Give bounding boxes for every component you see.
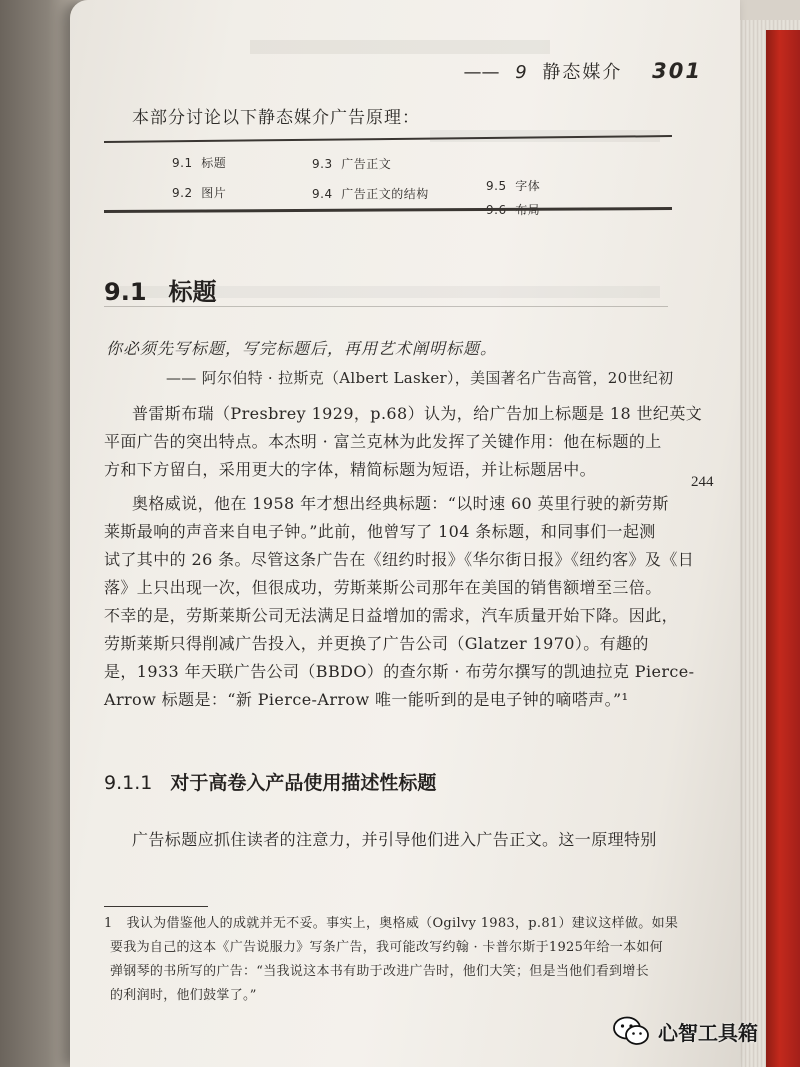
footnote-rule — [104, 906, 208, 907]
footnote — [104, 912, 679, 1008]
paragraph-line: 劳斯莱斯只得削减广告投入，并更换了广告公司（Glatzer 1970）。有趣的 — [104, 634, 649, 653]
footnote-line: 的利润时，他们鼓掌了。” — [110, 988, 257, 1003]
toc-item-9-3: 9.3 广告正文 — [312, 157, 392, 171]
paragraph-1 — [104, 400, 703, 484]
page-number: 301 — [652, 59, 702, 83]
chapter-title: 静态媒介 — [542, 62, 623, 83]
chapter-number: 9 — [515, 62, 529, 83]
subsection-number: 9.1.1 — [104, 772, 153, 794]
section-number: 9.1 — [104, 278, 147, 306]
paragraph-line: 普雷斯布瑞（Presbrey 1929，p.68）认为，给广告加上标题是 18 世纪英文 — [132, 404, 703, 423]
paragraph-line: 方和下方留白，采用更大的字体，精简标题为短语，并让标题居中。 — [104, 460, 597, 479]
paragraph-line: 奥格威说，他在 1958 年才想出经典标题：“以时速 60 英里行驶的新劳斯 — [132, 494, 669, 513]
section-title: 标题 — [168, 278, 217, 306]
toc-item-9-2: 9.2 图片 — [172, 186, 227, 200]
watermark — [612, 1016, 758, 1046]
subsection-heading — [104, 768, 436, 795]
paragraph-line: 试了其中的 26 条。尽管这条广告在《纽约时报》《华尔街日报》《纽约客》及《日 — [104, 550, 695, 569]
footnote-line: 弹钢琴的书所写的广告：“当我说这本书有助于改进广告时，他们大笑；但是当他们看到增长 — [110, 964, 649, 979]
paragraph-line: 是，1933 年天联广告公司（BBDO）的查尔斯 · 布劳尔撰写的凯迪拉克 Pierce- — [104, 662, 695, 681]
toc-item-9-1: 9.1 标题 — [172, 156, 227, 170]
toc-item-9-4: 9.4 广告正文的结构 — [312, 187, 429, 201]
paragraph-line: Arrow 标题是：“新 Pierce-Arrow 唯一能听到的是电子钟的嘀嗒声。”¹ — [104, 690, 629, 709]
paragraph-line: 莱斯最响的声音来自电子钟。”此前，他曾写了 104 条标题，和同事们一起测 — [104, 522, 656, 541]
section-heading — [104, 272, 217, 307]
running-head: —— 9 静态媒介 301 — [463, 59, 702, 83]
subsection-title: 对于高卷入产品使用描述性标题 — [170, 772, 437, 794]
footnote-marker: 1 — [104, 916, 113, 931]
paragraph-line: 平面广告的突出特点。本杰明 · 富兰克林为此发挥了关键作用：他在标题的上 — [104, 432, 662, 451]
margin-page-reference: 244 — [691, 474, 714, 490]
section-rule — [104, 306, 668, 307]
toc-item-9-5: 9.5 字体 — [486, 179, 541, 193]
paragraph-line: 广告标题应抓住读者的注意力，并引导他们进入广告正文。这一原理特别 — [132, 830, 657, 849]
epigraph-quote: 你必须先写标题，写完标题后，再用艺术阐明标题。 — [106, 339, 498, 358]
paragraph-3 — [132, 826, 672, 854]
wechat-icon — [612, 1016, 650, 1046]
footnote-line: 我认为借鉴他人的成就并无不妥。事实上，奥格威（Ogilvy 1983，p.81）建议这样做。如果 — [126, 916, 679, 931]
intro-text: 本部分讨论以下静态媒介广告原理： — [132, 108, 420, 128]
epigraph-attribution: —— 阿尔伯特 · 拉斯克（Albert Lasker），美国著名广告高管，20世纪初 — [166, 369, 674, 387]
footnote-line: 要我为自己的这本《广告说服力》写条广告，我可能改写约翰 · 卡普尔斯于1925年给一本如何 — [110, 940, 663, 955]
paragraph-line: 落》上只出现一次，但很成功，劳斯莱斯公司那年在美国的销售额增至三倍。 — [104, 578, 662, 597]
paragraph-2 — [104, 490, 695, 714]
paragraph-line: 不幸的是，劳斯莱斯公司无法满足日益增加的需求，汽车质量开始下降。因此， — [104, 606, 679, 625]
watermark-text: 心智工具箱 — [658, 1020, 758, 1045]
book-cover-edge — [766, 30, 800, 1067]
